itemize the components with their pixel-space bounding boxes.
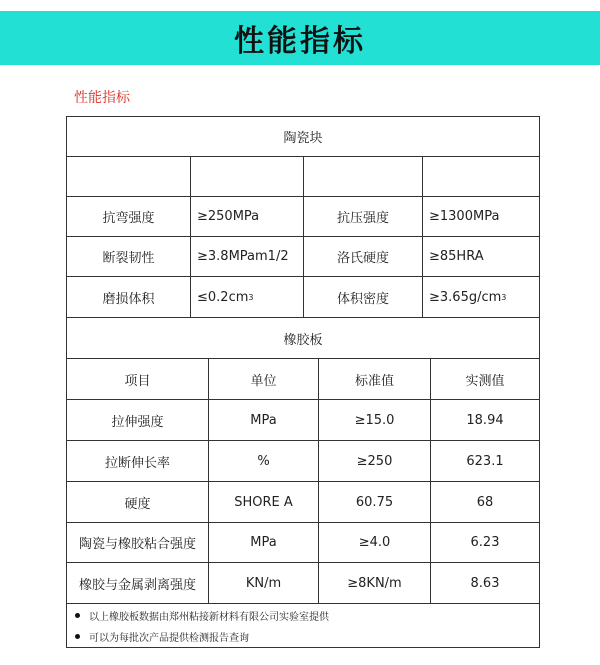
column-header-measured: 实测值 [465, 373, 505, 389]
ceramic-value: ≥3.8MPam1/2 [197, 249, 289, 264]
column-header-standard: 标准值 [354, 373, 394, 389]
ceramic-property: 体积密度 [336, 291, 389, 307]
rubber-unit: % [257, 453, 270, 469]
rubber-item: 橡胶与金属剥离强度 [78, 577, 196, 593]
rubber-item: 拉伸强度 [111, 414, 164, 430]
rubber-standard: ≥250 [356, 453, 393, 469]
rubber-measured: 68 [476, 494, 494, 510]
rubber-standard: ≥15.0 [354, 412, 395, 428]
rubber-row [67, 400, 539, 441]
ceramic-value: ≥250MPa [197, 209, 260, 224]
note-item [75, 625, 249, 647]
ceramic-value: ≥1300MPa [429, 209, 500, 224]
rubber-row [67, 563, 539, 604]
note-text: 可以为每批次产品提供检测报告查询 [89, 632, 249, 644]
ceramic-row [67, 197, 539, 237]
rubber-item: 陶瓷与橡胶粘合强度 [78, 537, 196, 552]
rubber-item: 硬度 [124, 496, 151, 512]
note-text: 以上橡胶板数据由郑州粘接新材料有限公司实验室提供 [89, 611, 329, 623]
rubber-standard: ≥4.0 [358, 535, 391, 550]
ceramic-empty-row [67, 157, 539, 197]
ceramic-value: ≥3.65g/cm 3 [429, 289, 507, 305]
ceramic-property: 抗压强度 [336, 211, 389, 226]
ceramic-property: 磨损体积 [102, 291, 155, 307]
rubber-standard: ≥8KN/m [347, 575, 402, 591]
rubber-header-row [67, 318, 539, 359]
rubber-header: 橡胶板 [283, 332, 323, 348]
ceramic-row [67, 277, 539, 318]
rubber-measured: 6.23 [470, 535, 500, 550]
rubber-columns-row [67, 359, 539, 400]
rubber-standard: 60.75 [355, 494, 394, 510]
column-header-unit: 单位 [250, 373, 277, 389]
rubber-row [67, 441, 539, 482]
rubber-row [67, 523, 539, 563]
ceramic-value: ≥85HRA [429, 249, 484, 264]
rubber-unit: MPa [250, 412, 277, 428]
rubber-measured: 18.94 [466, 412, 504, 428]
ceramic-row [67, 237, 539, 277]
rubber-measured: 623.1 [466, 453, 504, 469]
spec-table [66, 116, 540, 648]
title-banner [0, 11, 600, 65]
bullet-icon [75, 634, 80, 639]
rubber-item: 拉断伸长率 [104, 455, 170, 471]
rubber-measured: 8.63 [470, 575, 500, 591]
banner-title: 性能指标 [234, 24, 366, 59]
section-title: 性能指标 [74, 90, 130, 106]
rubber-unit: KN/m [245, 575, 282, 591]
rubber-unit: SHORE A [234, 494, 293, 510]
rubber-unit: MPa [250, 535, 277, 550]
ceramic-property: 断裂韧性 [102, 251, 155, 266]
ceramic-property: 洛氏硬度 [336, 251, 389, 266]
ceramic-header-row [67, 117, 539, 157]
bullet-icon [75, 613, 80, 618]
column-header-item: 项目 [124, 373, 151, 389]
ceramic-property: 抗弯强度 [102, 211, 155, 226]
ceramic-value: ≤0.2cm 3 [197, 289, 254, 305]
note-item [75, 605, 329, 625]
rubber-row [67, 482, 539, 523]
ceramic-header: 陶瓷块 [283, 131, 323, 146]
